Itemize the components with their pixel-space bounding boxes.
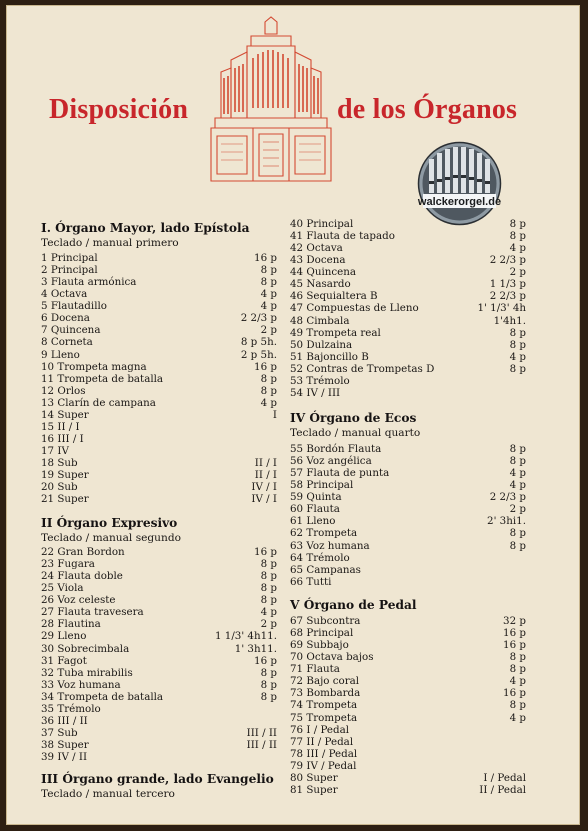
stop-name: 60 Flauta xyxy=(290,503,340,516)
stop-name: 67 Subcontra xyxy=(290,615,361,627)
stop-row xyxy=(290,627,526,639)
stop-value: 1 1/3' 4h11. xyxy=(214,630,277,643)
stop-name: 42 Octava xyxy=(290,242,343,255)
stop-value: 8 p xyxy=(509,539,526,552)
stop-row xyxy=(41,361,277,373)
stop-name: 28 Flautina xyxy=(41,618,101,631)
stop-row xyxy=(41,739,277,751)
stop-value: 8 p xyxy=(509,443,526,455)
stop-row xyxy=(290,615,526,627)
stop-row xyxy=(41,421,277,433)
stop-value: 2 2/3 p xyxy=(489,254,526,267)
stop-name: 46 Sequialtera B xyxy=(290,290,378,303)
stop-value: 2 p xyxy=(509,503,526,516)
stop-row xyxy=(290,772,526,784)
stop-name: 19 Super xyxy=(41,469,89,482)
stop-row xyxy=(290,278,526,290)
stop-row xyxy=(290,218,526,230)
stop-value: 2 2/3 p xyxy=(240,312,277,325)
stop-value: 8 p xyxy=(509,338,526,351)
stop-row xyxy=(290,639,526,651)
stop-value: 16 p xyxy=(503,687,526,700)
stop-row xyxy=(290,687,526,699)
stop-value: 8 p xyxy=(260,384,277,397)
stop-name: 10 Trompeta magna xyxy=(41,360,147,373)
stop-value: 8 p xyxy=(260,690,277,703)
stop-name: 9 Lleno xyxy=(41,348,80,361)
stop-value: 8 p xyxy=(260,276,277,289)
stop-value: 2 p xyxy=(509,266,526,279)
stop-value: II / Pedal xyxy=(479,783,526,796)
stop-name: 48 Cimbala xyxy=(290,314,350,327)
stop-name: 15 II / I xyxy=(41,420,80,433)
stop-name: 14 Super xyxy=(41,408,89,421)
stop-row xyxy=(41,252,277,264)
stop-name: 36 III / II xyxy=(41,714,88,727)
stop-row xyxy=(41,324,277,336)
stop-row xyxy=(290,479,526,491)
document-page xyxy=(6,5,580,825)
stop-row xyxy=(290,564,526,576)
stop-value: 32 p xyxy=(503,615,526,627)
stop-name: 54 IV / III xyxy=(290,386,341,399)
section-title: V Órgano de Pedal xyxy=(290,598,417,612)
stop-row xyxy=(41,300,277,312)
stop-value: IV / I xyxy=(251,481,277,494)
stop-name: 6 Docena xyxy=(41,312,90,325)
stop-row xyxy=(290,387,526,399)
stop-name: 13 Clarín de campana xyxy=(41,396,156,409)
stop-row xyxy=(41,312,277,324)
stop-row xyxy=(290,375,526,387)
stop-value: 8 p xyxy=(260,594,277,607)
stop-value: 2 p 5h. xyxy=(240,348,277,361)
stop-value: 4 p xyxy=(509,242,526,255)
stop-value: III / II xyxy=(246,726,277,739)
stop-name: 43 Docena xyxy=(290,254,346,267)
stop-row xyxy=(41,618,277,630)
stop-name: 69 Subbajo xyxy=(290,639,349,652)
walcker-seal xyxy=(417,141,502,226)
stop-row xyxy=(41,679,277,691)
stop-name: 18 Sub xyxy=(41,457,78,469)
stop-row xyxy=(41,630,277,642)
stop-value: 16 p xyxy=(254,654,277,667)
section-subtitle: Teclado / manual segundo xyxy=(41,532,181,544)
stop-name: 66 Tutti xyxy=(290,575,332,588)
stop-value: 8 p xyxy=(260,570,277,583)
stop-name: 38 Super xyxy=(41,739,89,751)
stop-name: 29 Lleno xyxy=(41,630,87,643)
stop-name: 58 Principal xyxy=(290,479,354,492)
stop-row xyxy=(41,570,277,582)
stop-name: 30 Sobrecimbala xyxy=(41,642,130,655)
stop-row xyxy=(41,288,277,300)
stop-row xyxy=(41,336,277,348)
stop-name: 78 III / Pedal xyxy=(290,747,358,760)
stop-name: 47 Compuestas de Lleno xyxy=(290,302,419,315)
stop-row xyxy=(41,457,277,469)
stop-value: III / II xyxy=(246,739,277,751)
stop-name: 32 Tuba mirabilis xyxy=(41,666,133,679)
stop-value: 8 p xyxy=(509,362,526,375)
stop-row xyxy=(290,315,526,327)
stop-name: 41 Flauta de tapado xyxy=(290,230,395,243)
stop-name: 57 Flauta de punta xyxy=(290,467,390,480)
stop-value: 8 p xyxy=(260,678,277,691)
stop-name: 45 Nasardo xyxy=(290,278,351,291)
stop-name: 79 IV / Pedal xyxy=(290,759,357,772)
stop-row xyxy=(41,385,277,397)
stop-row xyxy=(290,576,526,588)
stop-value: 8 p xyxy=(260,372,277,385)
stop-row xyxy=(290,254,526,266)
stop-value: II / I xyxy=(254,457,277,469)
stop-row xyxy=(290,363,526,375)
stop-row xyxy=(41,546,277,558)
stop-value: 8 p xyxy=(260,582,277,595)
stop-name: 4 Octava xyxy=(41,288,88,301)
stop-name: 20 Sub xyxy=(41,481,78,494)
stop-row xyxy=(290,242,526,254)
stop-value: 16 p xyxy=(254,546,277,558)
stop-value: 1 1/3 p xyxy=(489,278,526,291)
stop-value: I / Pedal xyxy=(483,771,526,784)
stop-name: 2 Principal xyxy=(41,264,98,277)
stop-name: 74 Trompeta xyxy=(290,699,358,712)
stop-value: 16 p xyxy=(254,252,277,264)
stop-value: 16 p xyxy=(503,627,526,640)
stop-row xyxy=(290,736,526,748)
stop-name: 23 Fugara xyxy=(41,558,95,571)
stop-value: 8 p xyxy=(509,230,526,243)
seal-text: walckerorgel.de xyxy=(417,196,502,208)
stop-name: 50 Dulzaina xyxy=(290,338,353,351)
stop-row xyxy=(290,351,526,363)
stop-row xyxy=(41,715,277,727)
stop-value: 4 p xyxy=(260,288,277,301)
stop-row xyxy=(290,491,526,503)
stop-name: 49 Trompeta real xyxy=(290,326,381,339)
stop-name: 77 II / Pedal xyxy=(290,735,354,748)
stop-row xyxy=(290,712,526,724)
stop-row xyxy=(290,455,526,467)
stop-value: 8 p xyxy=(509,663,526,676)
stop-row xyxy=(290,302,526,314)
stop-name: 52 Contras de Trompetas D xyxy=(290,362,435,375)
stop-row xyxy=(41,643,277,655)
stop-name: 68 Principal xyxy=(290,627,354,640)
stop-row xyxy=(290,527,526,539)
stop-row xyxy=(41,481,277,493)
stop-value: 8 p xyxy=(509,699,526,712)
stop-value: 2' 3hi1. xyxy=(487,515,526,528)
stop-row xyxy=(41,433,277,445)
stop-row xyxy=(290,290,526,302)
stop-value: 8 p xyxy=(509,651,526,664)
stop-name: 35 Trémolo xyxy=(41,702,101,715)
stop-name: 61 Lleno xyxy=(290,515,336,528)
stop-value: 1' 3h11. xyxy=(234,642,277,655)
stop-name: 59 Quinta xyxy=(290,491,342,504)
stop-row xyxy=(41,445,277,457)
stop-value: 4 p xyxy=(260,396,277,409)
section-subtitle: Teclado / manual tercero xyxy=(41,788,175,800)
organ-pipes-logo-icon xyxy=(417,141,502,226)
stop-row xyxy=(41,582,277,594)
title-left: Disposición xyxy=(49,94,189,125)
stop-value: 4 p xyxy=(509,350,526,363)
stop-row xyxy=(290,467,526,479)
stop-row xyxy=(290,327,526,339)
stop-row xyxy=(290,748,526,760)
stop-row xyxy=(41,558,277,570)
stop-row xyxy=(290,503,526,515)
stop-value: 8 p xyxy=(260,558,277,571)
stop-row xyxy=(290,266,526,278)
stop-row xyxy=(41,264,277,276)
stop-row xyxy=(41,667,277,679)
stop-row xyxy=(290,699,526,711)
stop-name: 62 Trompeta xyxy=(290,527,358,540)
stop-name: 12 Orlos xyxy=(41,384,86,397)
stop-name: 53 Trémolo xyxy=(290,374,350,387)
stop-row xyxy=(290,651,526,663)
stop-name: 75 Trompeta xyxy=(290,711,358,724)
stop-value: 2 2/3 p xyxy=(489,290,526,303)
stop-name: 39 IV / II xyxy=(41,751,88,763)
stop-value: 4 p xyxy=(509,711,526,724)
stop-value: II / I xyxy=(254,469,277,482)
stop-row xyxy=(41,409,277,421)
stop-row xyxy=(41,276,277,288)
stop-row xyxy=(41,493,277,505)
stop-name: 26 Voz celeste xyxy=(41,594,116,607)
stop-name: 34 Trompeta de batalla xyxy=(41,690,164,703)
stop-value: 8 p xyxy=(260,264,277,277)
stop-name: 11 Trompeta de batalla xyxy=(41,372,164,385)
stop-value: 4 p xyxy=(509,675,526,688)
stop-row xyxy=(290,515,526,527)
stop-name: 5 Flautadillo xyxy=(41,300,107,313)
stop-value: 8 p 5h. xyxy=(240,336,277,349)
stop-row xyxy=(290,339,526,351)
stop-name: 17 IV xyxy=(41,445,69,457)
section-title: II Órgano Expresivo xyxy=(41,516,178,530)
section-title: IV Órgano de Ecos xyxy=(290,411,417,425)
stop-name: 81 Super xyxy=(290,783,338,796)
stop-row xyxy=(290,724,526,736)
stop-row xyxy=(41,349,277,361)
stop-value: 1' 1/3' 4h xyxy=(477,302,526,315)
stop-value: 8 p xyxy=(509,527,526,540)
stop-name: 44 Quincena xyxy=(290,266,357,279)
stop-name: 80 Super xyxy=(290,771,338,784)
stop-name: 24 Flauta doble xyxy=(41,570,123,583)
stop-row xyxy=(41,655,277,667)
stop-value: 2 2/3 p xyxy=(489,491,526,504)
stop-row xyxy=(41,691,277,703)
stop-name: 64 Trémolo xyxy=(290,551,350,564)
section-title: III Órgano grande, lado Evangelio xyxy=(41,772,274,786)
stop-name: 37 Sub xyxy=(41,726,78,739)
stop-row xyxy=(290,230,526,242)
stop-value: I xyxy=(272,408,277,421)
stop-row xyxy=(290,675,526,687)
stop-value: 4 p xyxy=(509,479,526,492)
stop-name: 31 Fagot xyxy=(41,654,87,667)
title-right: de los Órganos xyxy=(337,94,518,125)
stop-value: IV / I xyxy=(251,493,277,506)
stop-name: 56 Voz angélica xyxy=(290,455,372,468)
stop-row xyxy=(290,552,526,564)
stop-value: 16 p xyxy=(254,360,277,373)
section-subtitle: Teclado / manual quarto xyxy=(290,427,421,439)
organ-facade-icon xyxy=(207,16,335,184)
stop-value: 8 p xyxy=(509,326,526,339)
stop-value: 4 p xyxy=(260,606,277,619)
stop-value: 8 p xyxy=(509,455,526,468)
stop-name: 33 Voz humana xyxy=(41,678,121,691)
stop-name: 73 Bombarda xyxy=(290,687,361,700)
stop-name: 16 III / I xyxy=(41,432,84,445)
stop-name: 8 Corneta xyxy=(41,336,93,349)
stop-row xyxy=(41,469,277,481)
stop-value: 8 p xyxy=(260,666,277,679)
stop-name: 65 Campanas xyxy=(290,563,361,576)
stop-row xyxy=(290,443,526,455)
stop-name: 51 Bajoncillo B xyxy=(290,350,369,363)
stop-value: 2 p xyxy=(260,324,277,337)
stop-name: 7 Quincena xyxy=(41,324,101,337)
stop-row xyxy=(41,606,277,618)
stop-name: 22 Gran Bordon xyxy=(41,546,125,558)
stop-name: 21 Super xyxy=(41,493,89,506)
stop-row xyxy=(41,397,277,409)
stop-name: 71 Flauta xyxy=(290,663,340,676)
stop-name: 70 Octava bajos xyxy=(290,651,374,664)
stop-row xyxy=(290,784,526,796)
stop-name: 40 Principal xyxy=(290,218,354,230)
stop-row xyxy=(41,703,277,715)
stop-name: 76 I / Pedal xyxy=(290,723,350,736)
section-subtitle: Teclado / manual primero xyxy=(41,237,179,249)
stop-value: 4 p xyxy=(260,300,277,313)
stop-value: 4 p xyxy=(509,467,526,480)
stop-value: 1'4h1. xyxy=(493,314,526,327)
stop-name: 25 Viola xyxy=(41,582,84,595)
stop-name: 1 Principal xyxy=(41,252,98,264)
stop-name: 3 Flauta armónica xyxy=(41,276,137,289)
stop-name: 27 Flauta travesera xyxy=(41,606,144,619)
stop-row xyxy=(41,373,277,385)
section-title: I. Órgano Mayor, lado Epístola xyxy=(41,221,250,235)
stop-value: 16 p xyxy=(503,639,526,652)
stop-row xyxy=(290,663,526,675)
stop-row xyxy=(41,594,277,606)
stop-name: 63 Voz humana xyxy=(290,539,370,552)
stop-row xyxy=(41,751,277,763)
stop-value: 2 p xyxy=(260,618,277,631)
stop-name: 55 Bordón Flauta xyxy=(290,443,382,455)
stop-row xyxy=(290,760,526,772)
stop-row xyxy=(290,540,526,552)
stop-name: 72 Bajo coral xyxy=(290,675,360,688)
stop-row xyxy=(41,727,277,739)
stop-value: 8 p xyxy=(509,218,526,230)
